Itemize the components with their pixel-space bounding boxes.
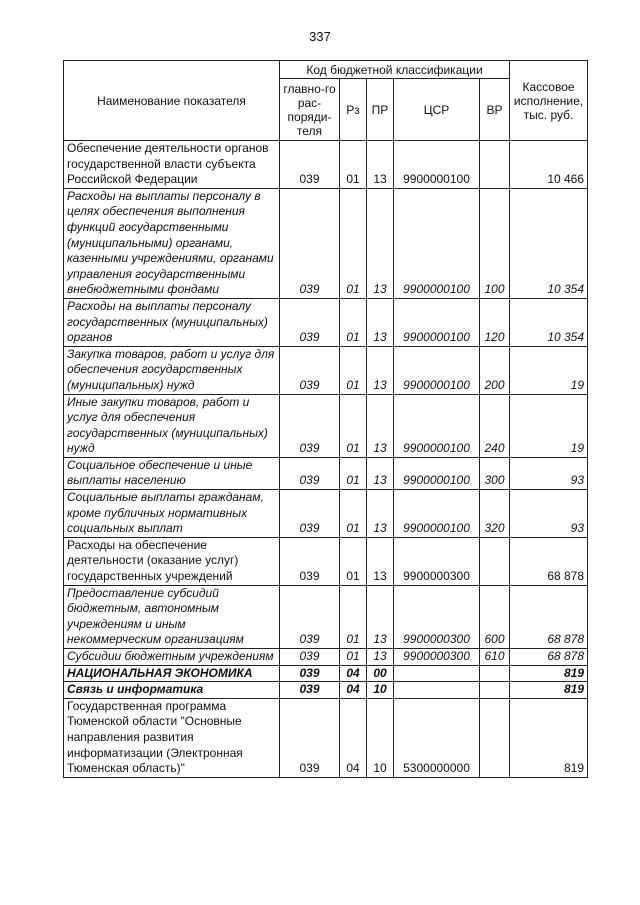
row-amount: 93 bbox=[510, 490, 588, 538]
row-glavny: 039 bbox=[280, 346, 340, 394]
page-number: 337 bbox=[309, 29, 331, 44]
row-glavny: 039 bbox=[280, 298, 340, 346]
row-vr bbox=[480, 698, 510, 777]
row-pr: 13 bbox=[367, 537, 394, 585]
row-rz: 01 bbox=[340, 457, 367, 489]
row-rz: 01 bbox=[340, 298, 367, 346]
row-amount: 819 bbox=[510, 665, 588, 682]
row-name: Расходы на обеспечение деятельности (оказание услуг) государственных учреждений bbox=[64, 537, 280, 585]
row-name: Расходы на выплаты персоналу государственных (муниципальных) органов bbox=[64, 298, 280, 346]
row-name: Предоставление субсидий бюджетным, автономным учреждениям и иным некоммерческим организациям bbox=[64, 585, 280, 648]
row-pr: 13 bbox=[367, 346, 394, 394]
row-pr: 13 bbox=[367, 188, 394, 298]
row-amount: 10 354 bbox=[510, 188, 588, 298]
row-vr: 600 bbox=[480, 585, 510, 648]
row-glavny: 039 bbox=[280, 457, 340, 489]
row-csr: 9900000100 bbox=[394, 457, 480, 489]
row-vr bbox=[480, 665, 510, 682]
table-row bbox=[64, 457, 588, 489]
row-name: Субсидии бюджетным учреждениям bbox=[64, 649, 280, 666]
row-vr: 200 bbox=[480, 346, 510, 394]
row-csr: 9900000300 bbox=[394, 649, 480, 666]
row-rz: 04 bbox=[340, 682, 367, 699]
row-glavny: 039 bbox=[280, 649, 340, 666]
table-row bbox=[64, 141, 588, 189]
row-amount: 68 878 bbox=[510, 649, 588, 666]
row-csr: 9900000300 bbox=[394, 537, 480, 585]
row-glavny: 039 bbox=[280, 698, 340, 777]
row-rz: 01 bbox=[340, 585, 367, 648]
row-csr bbox=[394, 665, 480, 682]
row-pr: 13 bbox=[367, 298, 394, 346]
table-row bbox=[64, 394, 588, 457]
table-row bbox=[64, 188, 588, 298]
row-rz: 01 bbox=[340, 188, 367, 298]
row-amount: 68 878 bbox=[510, 537, 588, 585]
row-amount: 10 354 bbox=[510, 298, 588, 346]
row-rz: 01 bbox=[340, 141, 367, 189]
row-vr bbox=[480, 537, 510, 585]
row-rz: 01 bbox=[340, 346, 367, 394]
row-csr: 9900000100 bbox=[394, 298, 480, 346]
row-pr: 13 bbox=[367, 585, 394, 648]
table-row bbox=[64, 698, 588, 777]
table-row bbox=[64, 490, 588, 538]
row-csr bbox=[394, 682, 480, 699]
row-glavny: 039 bbox=[280, 141, 340, 189]
row-rz: 04 bbox=[340, 665, 367, 682]
row-csr: 9900000100 bbox=[394, 394, 480, 457]
header-pr: ПР bbox=[367, 79, 394, 141]
header-code-group: Код бюджетной классификации bbox=[280, 61, 510, 79]
row-csr: 9900000100 bbox=[394, 188, 480, 298]
row-amount: 93 bbox=[510, 457, 588, 489]
table-body bbox=[64, 141, 588, 778]
header-csr: ЦСР bbox=[394, 79, 480, 141]
row-amount: 19 bbox=[510, 394, 588, 457]
row-name: Обеспечение деятельности органов государственной власти субъекта Российской Федерации bbox=[64, 141, 280, 189]
row-name: Социальное обеспечение и иные выплаты населению bbox=[64, 457, 280, 489]
row-name: Социальные выплаты гражданам, кроме публичных нормативных социальных выплат bbox=[64, 490, 280, 538]
row-amount: 10 466 bbox=[510, 141, 588, 189]
row-vr bbox=[480, 682, 510, 699]
row-csr: 9900000100 bbox=[394, 346, 480, 394]
row-amount: 19 bbox=[510, 346, 588, 394]
row-pr: 13 bbox=[367, 141, 394, 189]
row-glavny: 039 bbox=[280, 682, 340, 699]
row-glavny: 039 bbox=[280, 537, 340, 585]
header-rz: Рз bbox=[340, 79, 367, 141]
row-glavny: 039 bbox=[280, 490, 340, 538]
table-row bbox=[64, 649, 588, 666]
row-name: Связь и информатика bbox=[64, 682, 280, 699]
row-glavny: 039 bbox=[280, 585, 340, 648]
header-name: Наименование показателя bbox=[64, 61, 280, 141]
row-amount: 68 878 bbox=[510, 585, 588, 648]
row-rz: 01 bbox=[340, 537, 367, 585]
row-glavny: 039 bbox=[280, 665, 340, 682]
row-rz: 04 bbox=[340, 698, 367, 777]
row-name: Государственная программа Тюменской области "Основные направления развития информатизации (Электронная Тюменская область)" bbox=[64, 698, 280, 777]
row-glavny: 039 bbox=[280, 188, 340, 298]
row-csr: 5300000000 bbox=[394, 698, 480, 777]
table-row bbox=[64, 298, 588, 346]
table-row bbox=[64, 537, 588, 585]
table-row bbox=[64, 682, 588, 699]
row-vr: 240 bbox=[480, 394, 510, 457]
row-pr: 13 bbox=[367, 394, 394, 457]
header-amount: Кассовое исполнение, тыс. руб. bbox=[510, 61, 588, 141]
row-vr: 320 bbox=[480, 490, 510, 538]
row-vr: 120 bbox=[480, 298, 510, 346]
header-vr: ВР bbox=[480, 79, 510, 141]
row-csr: 9900000300 bbox=[394, 585, 480, 648]
row-vr: 300 bbox=[480, 457, 510, 489]
row-pr: 13 bbox=[367, 490, 394, 538]
row-pr: 13 bbox=[367, 457, 394, 489]
row-rz: 01 bbox=[340, 649, 367, 666]
row-csr: 9900000100 bbox=[394, 490, 480, 538]
table-row bbox=[64, 585, 588, 648]
table-row bbox=[64, 346, 588, 394]
row-pr: 13 bbox=[367, 649, 394, 666]
row-name: Расходы на выплаты персоналу в целях обеспечения выполнения функций государственными (муниципальными) органами, казенными учреждениями, органами управления государственными внебюджетными фондами bbox=[64, 188, 280, 298]
row-rz: 01 bbox=[340, 490, 367, 538]
row-csr: 9900000100 bbox=[394, 141, 480, 189]
row-pr: 10 bbox=[367, 698, 394, 777]
row-pr: 10 bbox=[367, 682, 394, 699]
row-amount: 819 bbox=[510, 682, 588, 699]
row-vr bbox=[480, 141, 510, 189]
row-rz: 01 bbox=[340, 394, 367, 457]
row-pr: 00 bbox=[367, 665, 394, 682]
row-name: Закупка товаров, работ и услуг для обеспечения государственных (муниципальных) нужд bbox=[64, 346, 280, 394]
row-vr: 610 bbox=[480, 649, 510, 666]
row-name: НАЦИОНАЛЬНАЯ ЭКОНОМИКА bbox=[64, 665, 280, 682]
header-glavny: главно-го рас-поряди-теля bbox=[280, 79, 340, 141]
row-amount: 819 bbox=[510, 698, 588, 777]
row-vr: 100 bbox=[480, 188, 510, 298]
row-name: Иные закупки товаров, работ и услуг для обеспечения государственных (муниципальных) нужд bbox=[64, 394, 280, 457]
row-glavny: 039 bbox=[280, 394, 340, 457]
table-row bbox=[64, 665, 588, 682]
budget-table bbox=[63, 60, 588, 778]
